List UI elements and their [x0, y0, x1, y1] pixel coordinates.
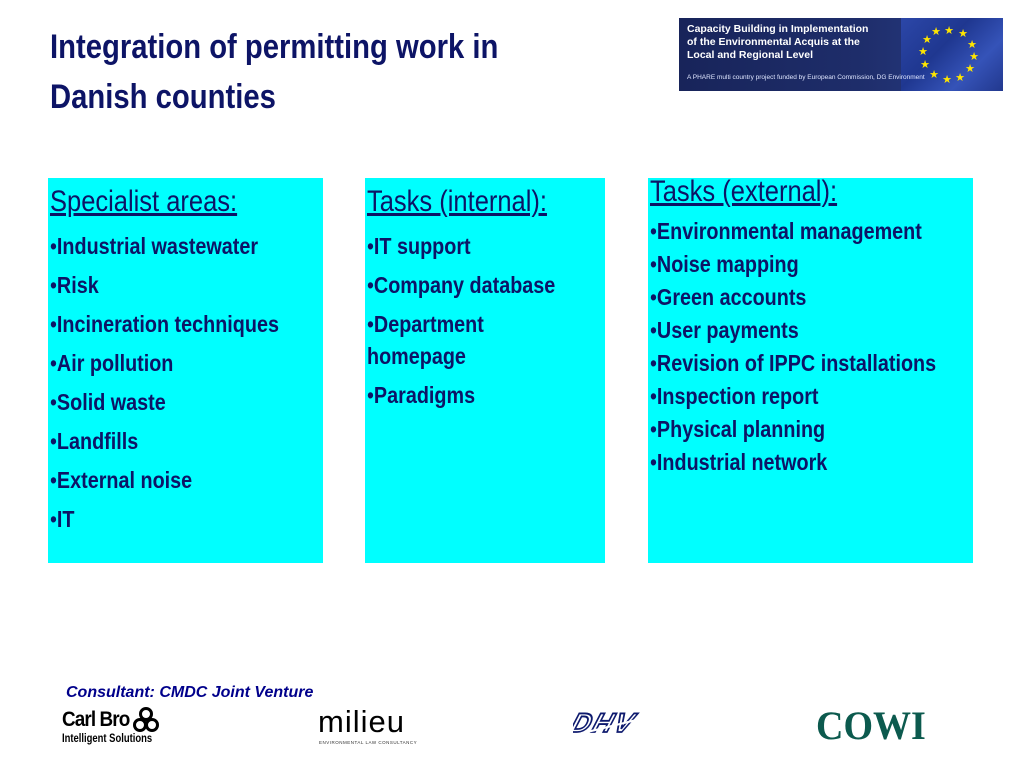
- banner-line-2: of the Environmental Acquis at the: [687, 36, 860, 48]
- specialist-areas-heading: Specialist areas:: [50, 185, 238, 218]
- project-banner: [679, 18, 1003, 91]
- banner-line-1: Capacity Building in Implementation: [687, 23, 869, 35]
- list-item: •Company database: [367, 272, 556, 298]
- carl-bro-tagline: Intelligent Solutions: [62, 733, 153, 745]
- list-item: •Noise mapping: [650, 251, 799, 277]
- list-item: •Inspection report: [650, 383, 819, 409]
- tasks-external-box: [648, 175, 973, 563]
- svg-text:★: ★: [931, 26, 941, 38]
- svg-text:★: ★: [965, 63, 975, 75]
- list-item: •Risk: [50, 272, 99, 298]
- banner-subtext: A PHARE multi country project funded by European Commission, DG Environment: [687, 74, 925, 81]
- list-item: •IT: [50, 506, 75, 532]
- consultant-label: Consultant: CMDC Joint Venture: [66, 684, 314, 701]
- tasks-internal-heading: Tasks (internal):: [367, 185, 547, 218]
- specialist-areas-box: [48, 178, 323, 563]
- list-item: •External noise: [50, 467, 193, 493]
- list-item: •Environmental management: [650, 218, 922, 244]
- svg-text:★: ★: [958, 28, 968, 40]
- carl-bro-mark-icon: [132, 706, 160, 734]
- list-item: •Incineration techniques: [50, 311, 279, 337]
- list-item: •Green accounts: [650, 284, 807, 310]
- svg-text:★: ★: [929, 69, 939, 81]
- cowi-logo: [816, 703, 926, 748]
- list-item: •Industrial network: [650, 449, 828, 475]
- svg-text:★: ★: [918, 46, 928, 58]
- list-item: •Department: [367, 311, 484, 337]
- milieu-logo: [318, 704, 418, 748]
- svg-text:★: ★: [967, 39, 977, 51]
- banner-line-3: Local and Regional Level: [687, 49, 814, 61]
- dhv-logo: [573, 708, 683, 738]
- carl-bro-logo: [62, 706, 172, 750]
- banner-title: [687, 23, 902, 62]
- carl-bro-name: Carl Bro: [62, 708, 130, 731]
- list-item: •Revision of IPPC installations: [650, 350, 937, 376]
- svg-text:★: ★: [942, 74, 952, 86]
- page-title: Integration of permitting work in Danish counties: [50, 28, 499, 116]
- tasks-external-heading: Tasks (external):: [650, 175, 838, 208]
- dhv-logo-icon: [573, 708, 683, 738]
- list-item: •Landfills: [50, 428, 139, 454]
- tasks-internal-box: [365, 178, 605, 563]
- list-item: •Industrial wastewater: [50, 233, 259, 259]
- list-item: •Solid waste: [50, 389, 166, 415]
- milieu-name: milieu: [318, 704, 405, 739]
- svg-text:★: ★: [920, 59, 930, 71]
- svg-text:★: ★: [955, 72, 965, 84]
- list-item-continuation: homepage: [367, 343, 466, 369]
- milieu-tagline: ENVIRONMENTAL LAW CONSULTANCY: [319, 740, 418, 745]
- svg-text:DHV: DHV: [573, 708, 641, 738]
- list-item: •Air pollution: [50, 350, 174, 376]
- svg-text:★: ★: [944, 25, 954, 37]
- cowi-name: COWI: [816, 703, 926, 748]
- svg-text:★: ★: [922, 34, 932, 46]
- list-item: •User payments: [650, 317, 799, 343]
- svg-text:★: ★: [969, 51, 979, 63]
- list-item: •Paradigms: [367, 382, 476, 408]
- list-item: •IT support: [367, 233, 471, 259]
- list-item: •Physical planning: [650, 416, 826, 442]
